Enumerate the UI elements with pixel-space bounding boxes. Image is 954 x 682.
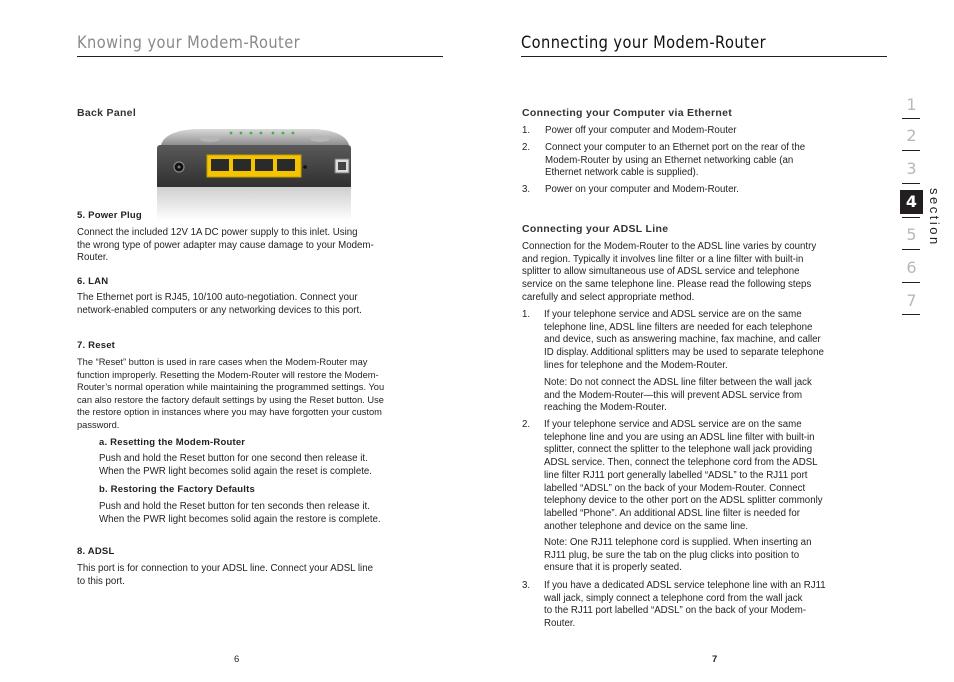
section-index-4-active: 4 [900, 190, 923, 214]
back-panel-heading: Back Panel [77, 107, 137, 119]
adsl-port-heading: 8. ADSL [77, 546, 115, 557]
left-page-number: 6 [234, 654, 240, 665]
adsl-step-text: If you have a dedicated ADSL service telephone line with an RJ11 wall jack, simply connect a telephone cord from the wall jack to the RJ11 port labelled “ADSL” on the back of your Modem- Router. [544, 580, 826, 630]
section-label: section [927, 188, 942, 247]
section-index-divider [902, 249, 920, 250]
adsl-step-number: 3. [522, 580, 531, 591]
ethernet-heading: Connecting your Computer via Ethernet [522, 107, 733, 119]
router-back-panel-image [155, 127, 353, 221]
section-index-1: 1 [906, 95, 917, 114]
reset-text: The “Reset” button is used in rare cases when the Modem-Router may function improperly. Resetting the Modem-Router will restore the Modem- Router’s normal operation while maintaining the programmed settings. You can also restore the factory default settings by using the Reset button. Use the restore option in instances where you may have forgotten your custom password. [77, 357, 385, 430]
section-index-2: 2 [906, 126, 917, 145]
right-page-number: 7 [712, 654, 718, 665]
adsl-step-note: Note: Do not connect the ADSL line filter between the wall jack and the Modem-Router—this will prevent ADSL service from reaching the Modem-Router. [544, 377, 812, 414]
ethernet-step-number: 3. [522, 184, 531, 195]
section-index-divider [902, 314, 920, 315]
left-page-title: Knowing your Modem-Router [77, 33, 301, 53]
resetting-text: Push and hold the Reset button for one second then release it. When the PWR light becomes solid again the reset is complete. [99, 453, 372, 477]
power-plug-heading: 5. Power Plug [77, 210, 142, 221]
section-index-divider [902, 282, 920, 283]
section-index-divider [902, 217, 920, 218]
ethernet-step-number: 1. [522, 125, 531, 136]
adsl-line-heading: Connecting your ADSL Line [522, 223, 669, 235]
section-index-6: 6 [906, 258, 917, 277]
reset-heading: 7. Reset [77, 340, 116, 351]
power-plug-text: Connect the included 12V 1A DC power supply to this inlet. Using the wrong type of power adapter may cause damage to your Modem- Router. [77, 227, 374, 264]
section-index-divider [902, 183, 920, 184]
adsl-step-text: If your telephone service and ADSL service are on the same telephone line and you are using an ADSL line filter with built-in splitter, connect the splitter to the telephone wall jack providing ADSL service. Then, connect the telephone cord from the ADSL line filter RJ11 port generally labelled “ADSL” to the RJ11 port labelled “ADSL” on the back of your Modem-Router. Connect telephony device to the other port on the ADSL splitter commonly labelled “Phone”. An additional ADSL line filter is needed for another telephone and device on the same line. [544, 419, 823, 532]
section-index-3: 3 [906, 159, 917, 178]
ethernet-step-text: Connect your computer to an Ethernet port on the rear of the Modem-Router by using an Ethernet networking cable (an Ethernet network cable is supplied). [545, 142, 806, 179]
restoring-defaults-text: Push and hold the Reset button for ten seconds then release it. When the PWR light becomes solid again the restore is complete. [99, 501, 381, 525]
section-index-7: 7 [906, 291, 917, 310]
right-page-title: Connecting your Modem-Router [521, 33, 767, 53]
section-index-5: 5 [906, 225, 917, 244]
left-title-rule [77, 56, 443, 57]
adsl-port-text: This port is for connection to your ADSL line. Connect your ADSL line to this port. [77, 563, 373, 587]
section-index-divider [902, 150, 920, 151]
ethernet-step-number: 2. [522, 142, 531, 153]
adsl-step-text: If your telephone service and ADSL service are on the same telephone line, ADSL line filters are needed for each telephone and device, such as answering machine, fax machine, and caller ID display. Additional splitters may be used to separate telephone lines for telephone and the Modem-Router. [544, 309, 824, 371]
right-title-rule [521, 56, 887, 57]
ethernet-step-text: Power off your computer and Modem-Router [545, 125, 737, 136]
lan-heading: 6. LAN [77, 276, 109, 287]
adsl-intro-text: Connection for the Modem-Router to the ADSL line varies by country and region. Typically it involves line filter or a line filter with built-in splitter to allow simultaneous use of ADSL service and telephone service on the same telephone line. Please read the following steps carefully and select appropriate method. [522, 241, 817, 303]
adsl-step-number: 1. [522, 309, 531, 320]
resetting-heading: a. Resetting the Modem-Router [99, 437, 246, 448]
ethernet-step-text: Power on your computer and Modem-Router. [545, 184, 739, 195]
lan-text: The Ethernet port is RJ45, 10/100 auto-negotiation. Connect your network-enabled computers or any networking devices to this port. [77, 292, 362, 316]
adsl-step-number: 2. [522, 419, 531, 430]
adsl-step-note: Note: One RJ11 telephone cord is supplied. When inserting an RJ11 plug, be sure the tab on the plug clicks into position to ensure that it is properly seated. [544, 537, 812, 574]
section-index-divider [902, 118, 920, 119]
restoring-defaults-heading: b. Restoring the Factory Defaults [99, 484, 255, 495]
